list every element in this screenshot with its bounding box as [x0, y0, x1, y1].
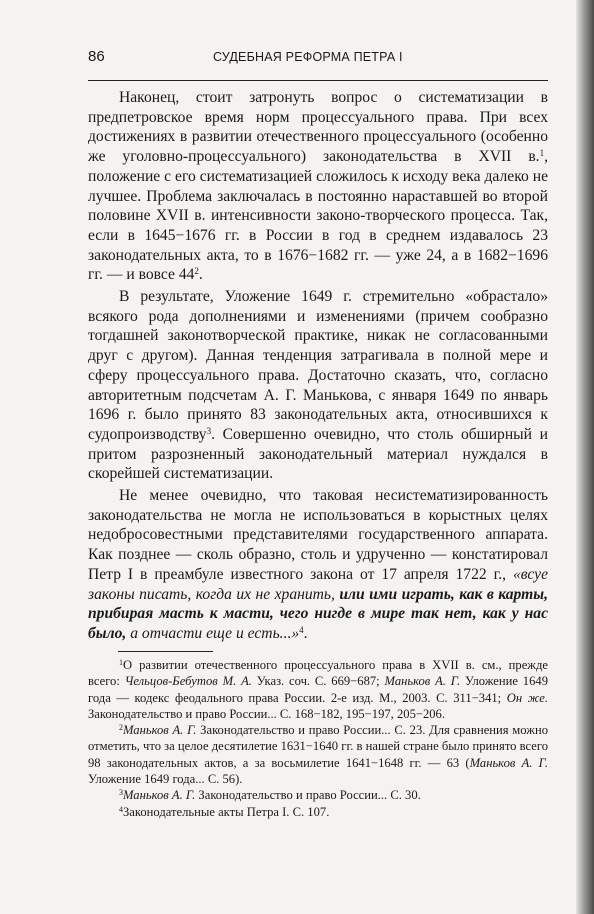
- running-title: СУДЕБНАЯ РЕФОРМА ПЕТРА I: [213, 50, 403, 64]
- footnote-3: $^3$Маньков А. Г. Законодательство и право России... С. 30.: [119, 788, 421, 803]
- footnote-2: $^2$Маньков А. Г. Законодательство и право России... С. 23. Для сравнения можно отметить, что за целое десятилетие 1631−1640 гг. в нашей стране было принято всего 98 законодательных актов, а за восьмилетие 1641−1648 гг. — 63 (Маньков А. Г. Уложение 1649 года... С. 56).: [88, 723, 548, 787]
- page-number: 86: [88, 48, 105, 65]
- footnote-ref-4: 4: [299, 624, 304, 635]
- footnote-ref-1: 1: [539, 148, 545, 159]
- quote-italic-start: «всуе законы писать, когда их не хранить,: [88, 565, 548, 603]
- running-header: [88, 45, 548, 67]
- footnote-ref-3: 3: [206, 425, 212, 436]
- paragraph-1: Наконец, стоит затронуть вопрос о систематизации в предпетровское время норм процессуального права. При всех достижениях в развитии отечественного процессуального (особенно же уголовно-процессуального) законодательства в XVII в.$^1$, положение с его систематизацией сложилось к исходу века далеко не лучшее. Проблема заключалась в постоянно нараставшей во второй половине XVII в. интенсивности законо-творческого процесса. Так, если в 1645−1676 гг. в России в год в среднем издавалось 23 законодательных акта, то в 1676−1682 гг. — уже 24, а в 1682−1696 гг. — и вовсе $44^2$.: [88, 89, 548, 284]
- footnote-separator: [118, 651, 213, 652]
- paragraph-2: В результате, Уложение 1649 г. стремительно «обрастало» всякого рода дополнениями и изменениями (причем сообразно тогдашней законотворческой практике, никак не согласованными друг с другом). Данная тенденция затрагивала в полной мере и сферу процессуального права. Достаточно сказать, что, согласно авторитетным подсчетам А. Г. Манькова, с января 1649 по январь 1696 г. было принято 83 законодательных акта, относившихся к судопроизводству$^3$. Совершенно очевидно, что столь обширный и притом разрозненный законодательный материал нуждался в скорейшей систематизации.: [88, 288, 548, 483]
- quote-bold-italic: или ими играть, как в карты, прибирая масть к масти, чего нигде в мире так нет, как у нас было,: [88, 585, 548, 642]
- header-rule: [88, 80, 548, 81]
- footnotes: [88, 657, 548, 820]
- scan-shadow-edge: [576, 0, 594, 914]
- footnote-ref-2: 2: [194, 266, 199, 277]
- paragraph-3: Не менее очевидно, что таковая несистематизированность законодательства не могла не использоваться в корыстных целях недобросовестными представителями государственного аппарата. Как позднее — сколь образно, столь и удрученно — констатировал Петр I в преамбуле известного закона от 17 апреля 1722 г., «всуе законы писать, когда их не хранить, или ими играть, как в карты, прибирая масть к масти, чего нигде в мире так нет, как у нас было, а отчасти еще и есть...»$^4$.: [88, 487, 548, 642]
- main-text: [88, 88, 548, 644]
- quote-italic-end: а отчасти еще и есть...»: [126, 624, 300, 642]
- footnote-4: $^4$Законодательные акты Петра I. С. 107.: [119, 804, 330, 819]
- footnote-1: $^1$О развитии отечественного процессуального права в XVII в. см., прежде всего: Чельцов-Бебутов М. А. Указ. соч. С. 669−687; Маньков А. Г. Уложение 1649 года — кодекс феодального права России. 2-е изд. М., 2003. С. 311−341; Он же. Законодательство и право России... С. 168−182, 195−197, 205−206.: [88, 658, 548, 721]
